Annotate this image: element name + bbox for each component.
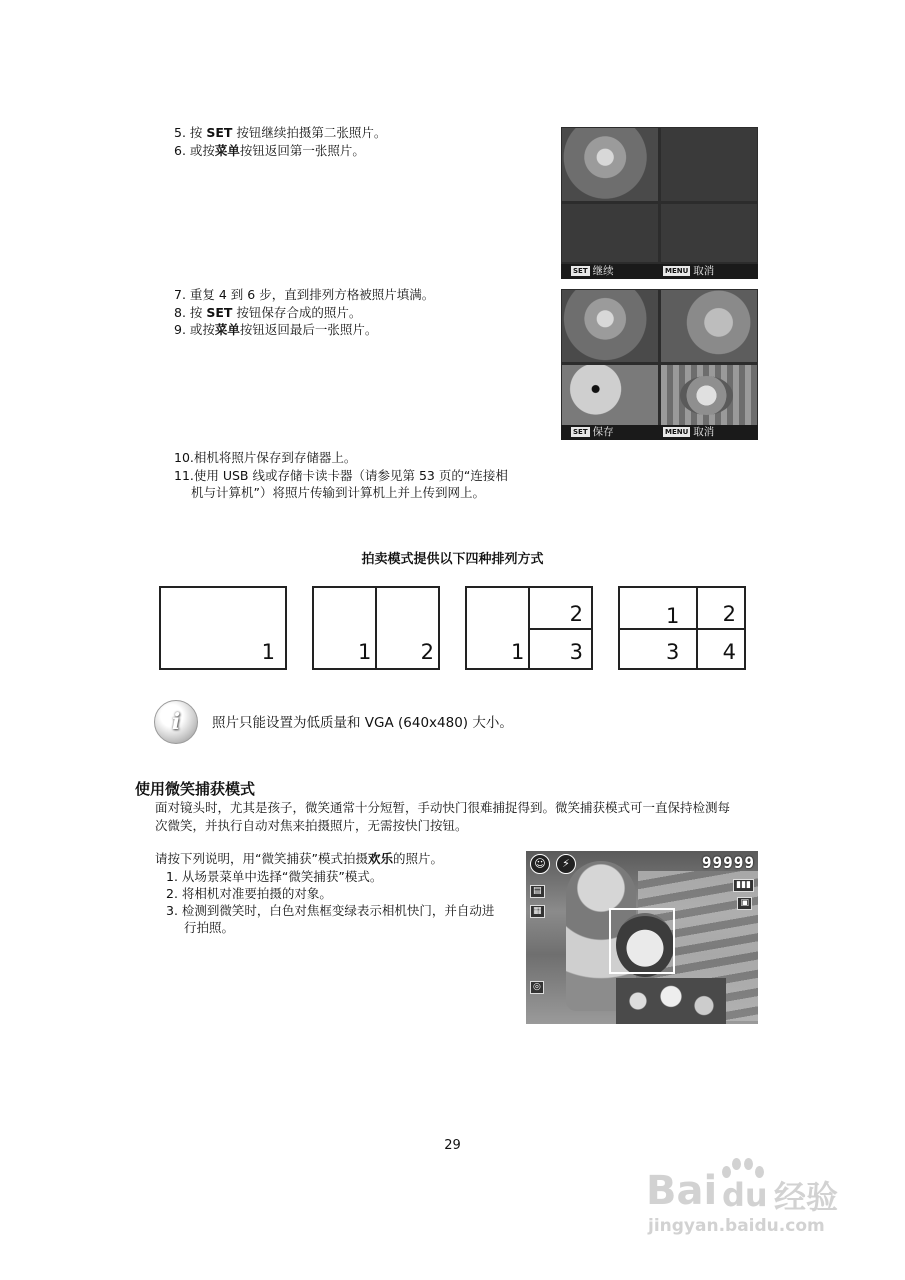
smile-mode-icon: ☺ <box>530 854 550 874</box>
set-key-icon: SET <box>573 267 588 275</box>
cell-number: 2 <box>569 602 583 626</box>
empty-cell-4 <box>661 204 757 262</box>
watermark-brand: Bai <box>646 1168 718 1214</box>
face-detect-icon: ◎ <box>530 981 544 994</box>
image-size-icon: ▤ <box>530 885 545 898</box>
flash-off-icon: ⚡ <box>556 854 576 874</box>
page-number: 29 <box>444 1138 461 1153</box>
cell-number: 1 <box>511 640 525 664</box>
instruction-1: 1. 从场景菜单中选择“微笑捕获”模式。 <box>166 869 383 884</box>
storage-icon: ▣ <box>737 897 752 910</box>
step-8: 8. 按 SET 按钮保存合成的照片。 <box>174 305 362 320</box>
battery-icon: ▮▮▮ <box>733 879 754 892</box>
layout-three-photos <box>465 586 593 670</box>
divider <box>620 628 744 630</box>
shots-remaining: 99999 <box>701 853 755 872</box>
softkey-bar: SET 保存 MENU 取消 <box>561 425 758 440</box>
watermark-url: jingyan.baidu.com <box>648 1216 825 1236</box>
softkey-bar: SET 继续 MENU 取消 <box>561 264 758 279</box>
cell-number: 1 <box>358 640 372 664</box>
intro-line-2: 次微笑，并执行自动对焦来拍摄照片，无需按快门按钮。 <box>155 818 468 833</box>
menu-key-icon: MENU <box>665 428 689 436</box>
cell-number: 3 <box>666 640 680 664</box>
instruction-3-line-1: 3. 检测到微笑时，白色对焦框变绿表示相机快门，并自动进 <box>166 903 495 918</box>
baidu-jingyan-watermark <box>646 1160 856 1236</box>
cell-number: 2 <box>420 640 434 664</box>
empty-cell-3 <box>562 204 658 262</box>
face-focus-frame <box>609 908 675 974</box>
intro-line-1: 面对镜头时，尤其是孩子，微笑通常十分短暂，手动快门很难捕捉得到。微笑捕获模式可一直保持检测每 <box>155 800 731 815</box>
quality-icon: ▦ <box>530 905 545 918</box>
layout-one-photo <box>159 586 287 670</box>
watermark-cn: 经验 <box>774 1178 839 1216</box>
step-7: 7. 重复 4 到 6 步，直到排列方格被照片填满。 <box>174 287 435 302</box>
camera-screen-first-shot <box>561 127 758 279</box>
layouts-heading: 拍卖模式提供以下四种排列方式 <box>361 552 544 567</box>
flowers <box>616 978 726 1024</box>
cell-number: 3 <box>569 640 583 664</box>
info-icon: i <box>154 700 198 744</box>
cell-number: 1 <box>666 604 680 628</box>
step-6: 6. 或按菜单按钮返回第一张照片。 <box>174 143 365 158</box>
section-title: 使用微笑捕获模式 <box>135 780 256 798</box>
menu-key-icon: MENU <box>665 267 689 275</box>
instructions-lead: 请按下列说明，用“微笑捕获”模式拍摄欢乐的照片。 <box>155 851 443 866</box>
step-9: 9. 或按菜单按钮返回最后一张照片。 <box>174 322 378 337</box>
photo-cell-2 <box>661 290 757 362</box>
layout-four-photos <box>618 586 746 670</box>
divider <box>375 588 377 668</box>
instruction-2: 2. 将相机对准要拍摄的对象。 <box>166 886 332 901</box>
cell-number: 2 <box>722 602 736 626</box>
camera-screen-full-grid <box>561 289 758 440</box>
photo-cell-1 <box>562 290 658 362</box>
instruction-3-line-2: 行拍照。 <box>184 920 235 935</box>
smile-capture-screen <box>526 851 758 1024</box>
photo-cell-1 <box>562 128 658 201</box>
step-11-line-1: 11.使用 USB 线或存储卡读卡器（请参见第 53 页的“连接相 <box>174 468 508 483</box>
layout-two-photos <box>312 586 440 670</box>
empty-cell-2 <box>661 128 757 201</box>
cell-number: 4 <box>722 640 736 664</box>
divider <box>528 628 591 630</box>
cell-number: 1 <box>261 640 275 664</box>
photo-cell-3 <box>562 365 658 425</box>
step-10: 10.相机将照片保存到存储器上。 <box>174 450 357 465</box>
note-text: 照片只能设置为低质量和 VGA (640x480) 大小。 <box>212 715 513 731</box>
set-key-icon: SET <box>573 428 588 436</box>
photo-cell-4 <box>661 365 757 425</box>
step-5: 5. 按 SET 按钮继续拍摄第二张照片。 <box>174 125 387 140</box>
step-11-line-2: 机与计算机”）将照片传输到计算机上并上传到网上。 <box>191 485 485 500</box>
watermark-brand-2: du <box>722 1176 768 1214</box>
